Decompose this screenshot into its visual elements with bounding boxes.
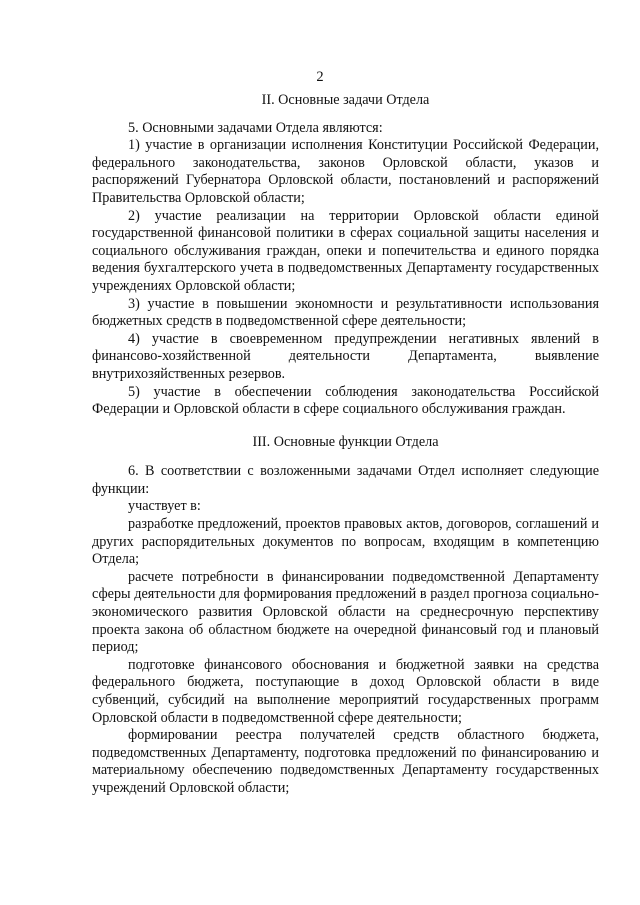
paragraph: формировании реестра получателей средств областного бюджета, подведомственных Департаменту, подготовка предложений по финансированию и материальному обеспечению подведомственных Департаменту государственных учреждений Орловской области;: [92, 727, 599, 796]
paragraph: участвует в:: [128, 498, 201, 515]
paragraph: 3) участие в повышении экономности и результативности использования бюджетных средств в подведомственной сфере деятельности;: [92, 295, 599, 330]
paragraph: расчете потребности в финансировании подведомственной Департаменту сферы деятельности для формирования предложений в раздел прогноза социально-экономического развития Орловской области на среднесрочную перспективу проекта закона об областном бюджете на очередной финансовый год и плановый период;: [92, 568, 599, 656]
paragraph: 4) участие в своевременном предупреждении негативных явлений в финансово-хозяйственной деятельности Департамента, выявление внутрихозяйственных резервов.: [92, 330, 599, 382]
page-number: 2: [316, 69, 324, 85]
paragraph: 5. Основными задачами Отдела являются:: [128, 119, 383, 136]
paragraph: подготовке финансового обоснования и бюджетной заявки на средства федерального бюджета, поступающие в доход Орловской области в виде субвенций, субсидий на выполнение мероприятий государственных программ Орловской области в подведомственной сфере деятельности;: [92, 656, 599, 726]
paragraph: разработке предложений, проектов правовых актов, договоров, соглашений и других распорядительных документов по вопросам, входящим в компетенцию Отдела;: [92, 516, 599, 568]
section-3-heading: III. Основные функции Отдела: [252, 433, 439, 450]
paragraph: 1) участие в организации исполнения Конституции Российской Федерации, федерального законодательства, законов Орловской области, указов и распоряжений Губернатора Орловской области, постановлений и распоряжений Правительства Орловской области;: [92, 137, 599, 206]
document-body: [92, 92, 599, 798]
paragraph: 5) участие в обеспечении соблюдения законодательства Российской Федерации и Орловской области в сфере социального обслуживания граждан.: [92, 383, 599, 418]
paragraph: 6. В соответствии с возложенными задачами Отдел исполняет следующие функции:: [92, 463, 599, 497]
section-2-heading: II. Основные задачи Отдела: [261, 92, 430, 108]
paragraph: 2) участие реализации на территории Орловской области единой государственной финансовой политики в сферах социальной защиты населения и социального обслуживания граждан, опеки и попечительства и единого порядка ведения бухгалтерского учета в подведомственных Департаменту государственных учреждениях Орловской области;: [92, 207, 599, 294]
